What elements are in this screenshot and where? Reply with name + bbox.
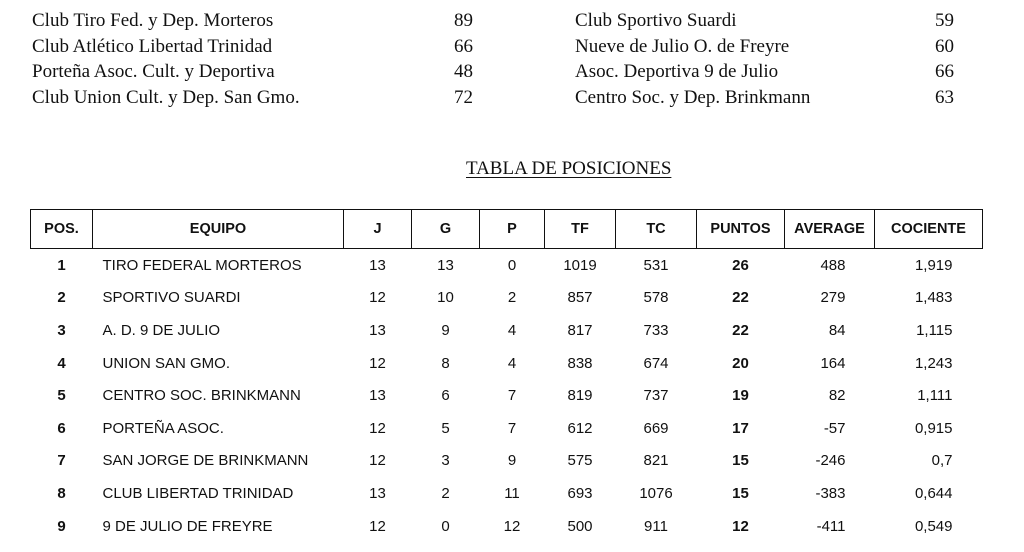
cell-avg: 488 [820,256,846,274]
club-score: 66 [454,35,473,57]
header-pos: POS. [31,210,93,249]
cell-avg: 164 [820,354,846,372]
club-name: Porteña Asoc. Cult. y Deportiva [32,61,275,82]
cell-j: 13 [369,484,386,502]
cell-avg: -57 [823,419,846,437]
cell-p: 7 [507,387,517,405]
standings-header-row [31,210,983,249]
table-row [31,412,983,445]
result-row [575,59,995,85]
cell-coc: 0,915 [914,419,953,437]
cell-tc: 531 [643,256,669,274]
cell-pts: 15 [732,452,749,470]
cell-team: CLUB LIBERTAD TRINIDAD [102,484,294,502]
cell-pos: 7 [57,452,66,470]
cell-j: 12 [369,452,386,470]
cell-g: 6 [441,387,450,405]
club-name: Club Tiro Fed. y Dep. Morteros [32,10,274,31]
cell-p: 11 [504,484,520,502]
cell-tc: 733 [643,321,669,339]
cell-avg: 84 [828,321,846,339]
table-row [31,445,983,478]
cell-pos: 1 [57,256,66,274]
cell-p: 0 [507,256,517,274]
cell-g: 2 [441,484,450,502]
table-row [31,249,983,282]
cell-avg: -246 [815,452,846,470]
header-tf: TF [545,210,616,249]
result-row [32,8,473,34]
cell-pts: 22 [732,289,749,307]
club-name: Asoc. Deportiva 9 de Julio [575,61,779,82]
cell-j: 12 [369,289,386,307]
cell-pos: 5 [57,387,66,405]
header-j: J [344,210,412,249]
club-name: Club Atlético Libertad Trinidad [32,35,273,57]
club-score: 59 [935,10,954,31]
cell-j: 12 [369,354,386,372]
header-average: AVERAGE [785,210,875,249]
cell-g: 5 [441,419,450,437]
cell-pts: 12 [732,517,749,535]
club-name: Centro Soc. y Dep. Brinkmann [575,86,811,108]
result-row [575,34,995,60]
table-row [31,314,983,347]
club-score: 60 [935,35,954,57]
cell-j: 13 [369,387,386,405]
cell-p: 9 [507,452,517,470]
cell-coc: 0,7 [931,452,953,470]
club-score: 63 [935,86,954,108]
cell-pts: 22 [732,321,749,339]
cell-g: 0 [441,517,450,535]
cell-j: 13 [369,321,386,339]
cell-pos: 4 [57,354,66,372]
cell-team: 9 DE JULIO DE FREYRE [102,517,273,535]
table-row [31,510,983,543]
cell-g: 8 [441,354,450,372]
header-puntos: PUNTOS [697,210,785,249]
cell-j: 12 [369,419,386,437]
cell-coc: 1,483 [914,289,953,307]
cell-avg: 279 [820,289,846,307]
header-p: P [480,210,545,249]
cell-coc: 0,549 [914,517,953,535]
cell-pos: 9 [57,517,66,535]
cell-avg: -383 [815,484,846,502]
cell-avg: -411 [816,517,846,535]
cell-pos: 3 [57,321,66,339]
results-left-column [32,8,473,110]
club-score: 89 [454,10,473,31]
cell-tc: 737 [643,387,669,405]
header-equipo: EQUIPO [93,210,344,249]
club-score: 72 [454,86,473,108]
table-row [31,379,983,412]
cell-coc: 1,111 [917,387,953,405]
table-row [31,477,983,510]
cell-j: 12 [369,517,386,535]
cell-p: 4 [507,321,517,339]
cell-team: PORTEÑA ASOC. [102,419,224,437]
cell-pts: 26 [732,256,749,274]
cell-pts: 20 [732,354,749,372]
cell-tf: 612 [567,419,593,437]
cell-team: A. D. 9 DE JULIO [102,321,221,339]
cell-tf: 817 [567,321,593,339]
cell-coc: 1,243 [914,354,953,372]
cell-g: 13 [437,256,454,274]
club-score: 48 [454,61,473,82]
cell-coc: 1,919 [914,256,953,274]
cell-tf: 838 [567,354,593,372]
cell-tc: 578 [643,289,669,307]
cell-tc: 669 [643,419,669,437]
club-name: Nueve de Julio O. de Freyre [575,35,790,57]
result-row [32,59,473,85]
cell-team: TIRO FEDERAL MORTEROS [102,256,302,274]
cell-g: 10 [437,289,454,307]
cell-pts: 15 [732,484,749,502]
cell-g: 9 [441,321,450,339]
cell-p: 12 [503,517,521,535]
result-row [32,85,473,111]
cell-pos: 2 [57,289,66,307]
cell-pos: 6 [57,419,66,437]
standings-table [30,209,983,542]
cell-p: 4 [507,354,517,372]
cell-pts: 19 [732,387,749,405]
table-row [31,347,983,380]
cell-team: SPORTIVO SUARDI [102,289,241,307]
cell-tf: 500 [567,517,593,535]
cell-avg: 82 [828,387,846,405]
cell-team: SAN JORGE DE BRINKMANN [102,452,309,470]
cell-j: 13 [369,256,386,274]
result-row [575,8,995,34]
cell-tf: 575 [567,452,593,470]
header-cociente: COCIENTE [875,210,983,249]
cell-p: 7 [507,419,517,437]
club-name: Club Sportivo Suardi [575,10,737,31]
cell-tc: 1076 [639,484,673,502]
cell-tc: 821 [643,452,669,470]
cell-team: CENTRO SOC. BRINKMANN [102,387,301,405]
cell-tc: 911 [644,517,668,535]
club-score: 66 [935,61,954,82]
header-tc: TC [616,210,697,249]
cell-tf: 819 [567,387,593,405]
cell-tf: 1019 [563,256,597,274]
cell-tf: 693 [567,484,593,502]
results-right-column [575,8,995,110]
header-g: G [412,210,480,249]
cell-pos: 8 [57,484,66,502]
standings-title: TABLA DE POSICIONES [466,158,672,179]
cell-tc: 674 [643,354,669,372]
result-row [575,85,995,111]
table-row [31,282,983,315]
cell-coc: 0,644 [914,484,953,502]
cell-tf: 857 [567,289,593,307]
cell-p: 2 [507,289,517,307]
cell-g: 3 [441,452,450,470]
cell-pts: 17 [732,419,749,437]
cell-team: UNION SAN GMO. [102,354,231,372]
cell-coc: 1,115 [916,321,953,339]
club-name: Club Union Cult. y Dep. San Gmo. [32,86,300,108]
result-row [32,34,473,60]
